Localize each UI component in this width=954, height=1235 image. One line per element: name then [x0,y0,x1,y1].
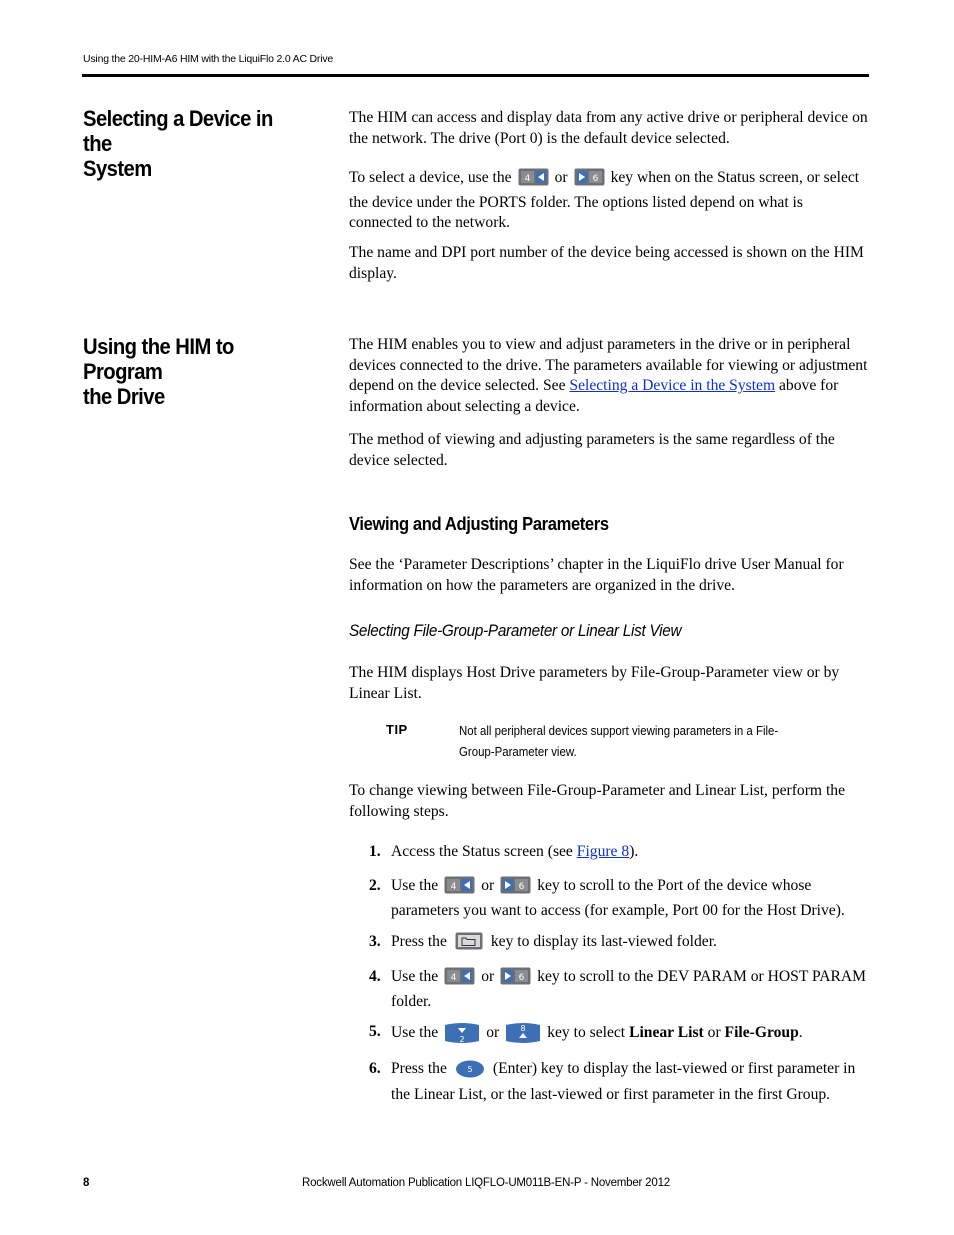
header-rule [82,74,869,77]
section1-paragraph-1: The HIM can access and display data from any active drive or peripheral device on the network. The drive (Port 0) is the default device selected. [349,109,868,147]
page-number: 8 [83,1177,90,1189]
subsubsection-heading: Selecting File-Group-Parameter or Linear List View [349,621,682,640]
tip-label: TIP [386,722,408,737]
svg-text:4: 4 [450,973,457,983]
folder-icon [455,932,483,957]
section1-paragraph-2: To select a device, use the 4 or 6 key when on the Status screen, or select the device under the PORTS folder. The options listed depend on what is connected to the network. [349,169,860,232]
section1-paragraph-3: The name and DPI port number of the device being accessed is shown on the HIM display. [349,244,864,282]
link-figure-8[interactable]: Figure 8 [576,843,630,860]
section2-paragraph-2: The method of viewing and adjusting parameters is the same regardless of the device selected. [349,431,835,469]
subsubsection-paragraph-2: To change viewing between File-Group-Parameter and Linear List, perform the following steps. [349,782,845,820]
enter-5-key-icon [455,1060,485,1085]
svg-text:4: 4 [524,174,530,184]
right-arrow-6-key-icon [574,168,605,193]
subsubsection-paragraph-1: The HIM displays Host Drive parameters by File-Group-Parameter view or by Linear List. [349,664,840,702]
svg-text:6: 6 [592,174,598,184]
up-arrow-8-key-icon [505,1022,541,1051]
left-arrow-4-key-icon [518,168,549,193]
svg-text:8: 8 [520,1024,526,1033]
left-arrow-4-key-icon [444,876,475,901]
right-arrow-6-key-icon [500,876,531,901]
down-arrow-2-key-icon [444,1022,480,1051]
subsection-heading: Viewing and Adjusting Parameters [349,514,609,534]
left-arrow-4-key-icon [444,967,475,992]
link-selecting-device[interactable]: Selecting a Device in the System [569,377,776,395]
publication-footer: Rockwell Automation Publication LIQFLO-UM011B-EN-P - November 2012 [302,1177,670,1189]
svg-text:2: 2 [459,1035,465,1044]
right-arrow-6-key-icon [500,967,531,992]
svg-text:6: 6 [518,882,525,892]
running-head: Using the 20-HIM-A6 HIM with the LiquiFlo 2.0 AC Drive [83,53,334,65]
svg-text:4: 4 [450,882,457,892]
section2-paragraph-1: The HIM enables you to view and adjust parameters in the drive or in peripheral devices connected to the drive. The parameters available for viewing or adjustment depend on the device selected. See Selecting a Device in the System above for information about selecting a device. [349,336,868,415]
section-heading-selecting-device: Selecting a Device in the System [83,106,273,181]
tip-text: Not all peripheral devices support viewing parameters in a File-Group-Parameter view. [459,723,779,759]
subsection-paragraph: See the ‘Parameter Descriptions’ chapter in the LiquiFlo drive User Manual for information on how the parameters are organized in the drive. [349,556,844,594]
svg-text:6: 6 [518,973,525,983]
section-heading-using-him: Using the HIM to Program the Drive [83,334,234,409]
svg-text:5: 5 [467,1065,473,1074]
